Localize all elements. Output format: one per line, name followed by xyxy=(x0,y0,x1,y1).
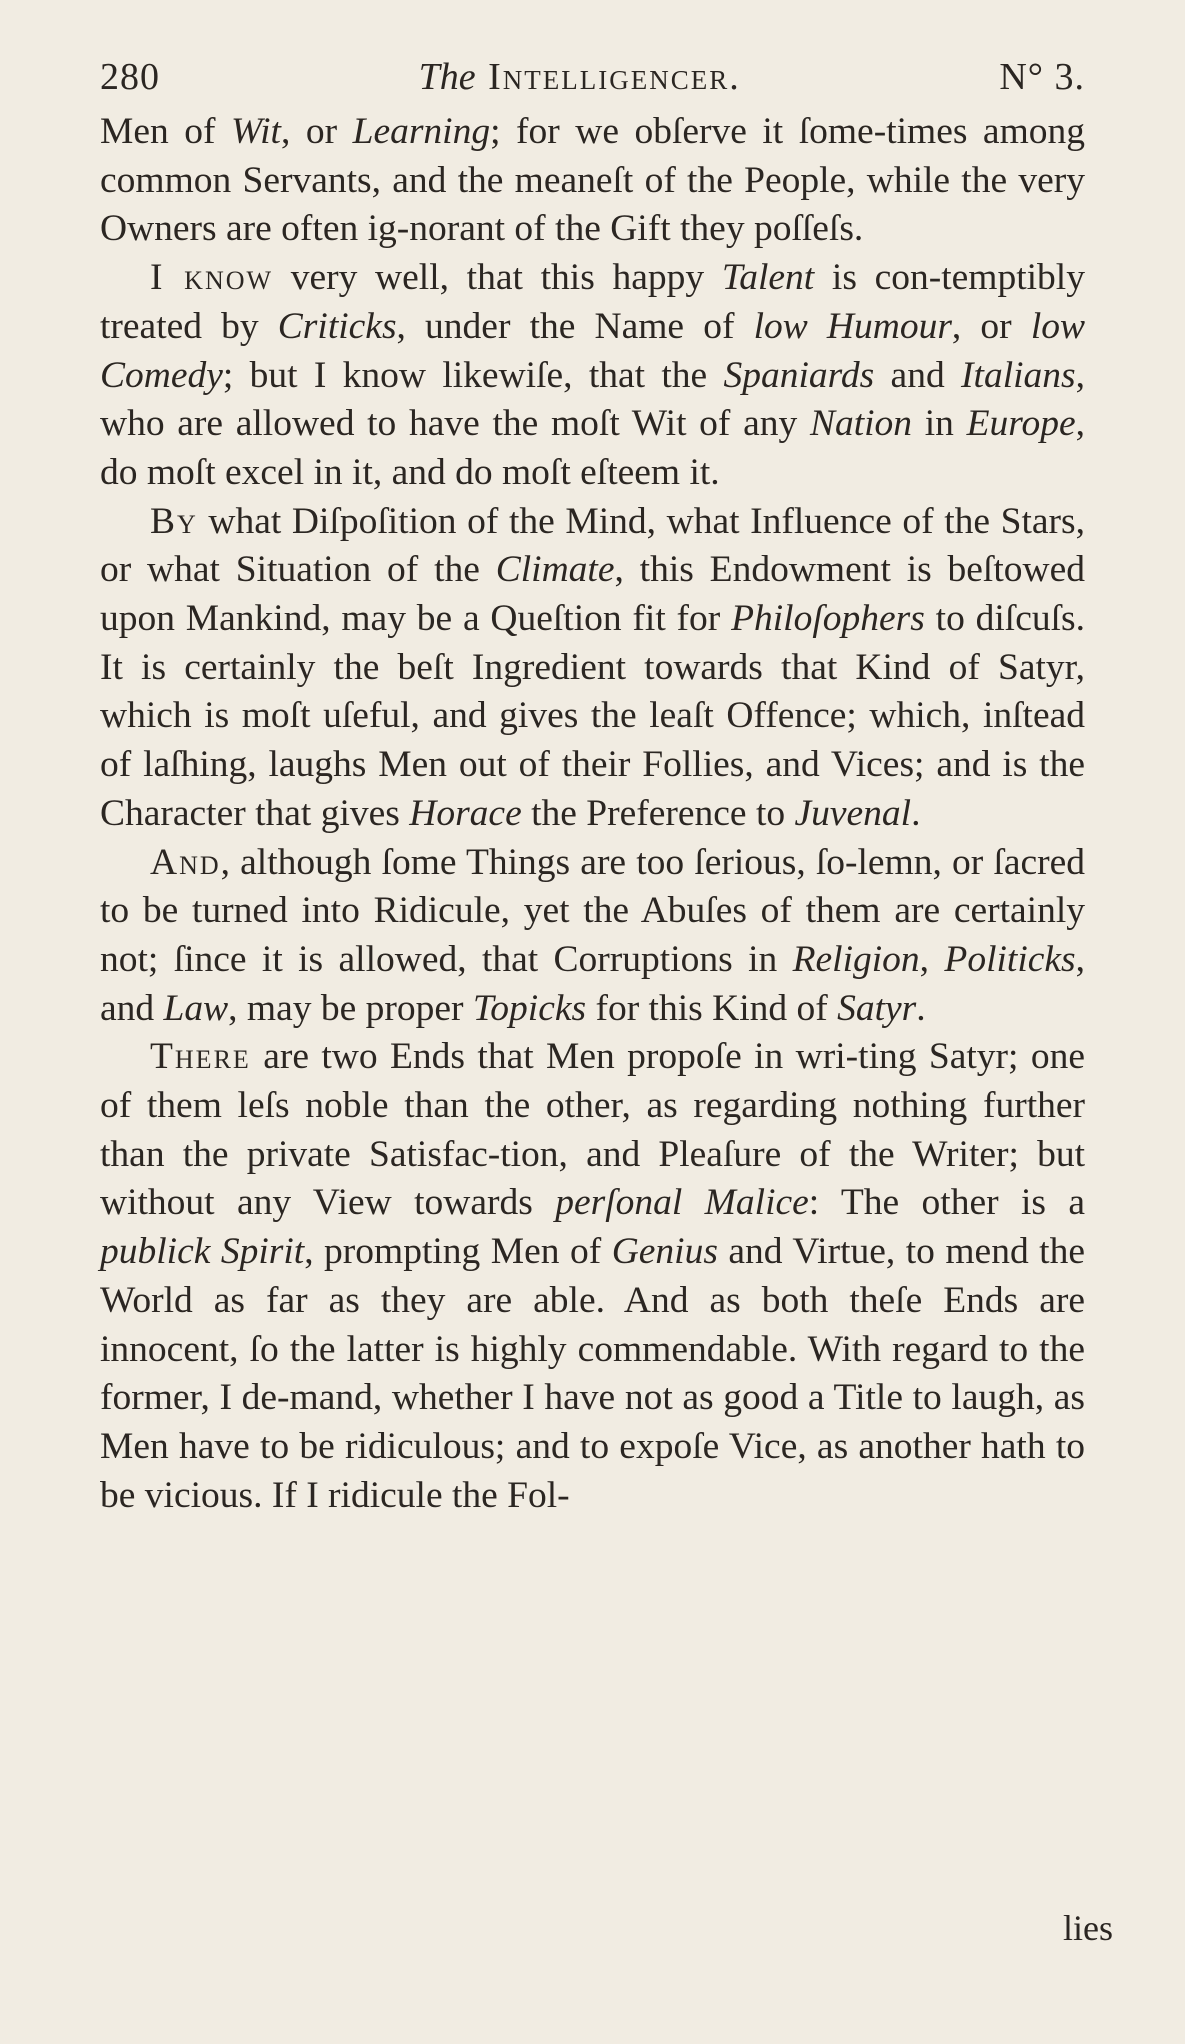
paragraph: And, although ſome Things are too ſerious, ſo-lemn, or ſacred to be turned into Ridicule, yet the Abuſes of them are certainly not; ſince it is allowed, that Corruptions in Religion, Politicks, and Law, may be proper Topicks for this Kind of Satyr. xyxy=(100,841,1086,1029)
running-header xyxy=(100,50,1085,108)
running-title-article: The xyxy=(418,56,476,98)
running-title-name: Intelligencer. xyxy=(488,56,741,98)
running-title xyxy=(419,50,741,104)
paragraph: There are two Ends that Men propoſe in wri-ting Satyr; one of them leſs noble than the other, as regarding nothing further than the private Satisfac-tion, and Pleaſure of the Writer; but without any View towards perſonal Malice: The other is a publick Spirit, prompting Men of Genius and Virtue, to mend the World as far as they are able. And as both theſe Ends are innocent, ſo the latter is highly commendable. With regard to the former, I de-mand, whether I have not as good a Title to laugh, as Men have to be ridiculous; and to expoſe Vice, as another hath to be vicious. If I ridicule the Fol- xyxy=(100,1036,1085,1516)
catchword: lies xyxy=(1063,1908,1113,1948)
issue-number: N° 3. xyxy=(999,56,1085,98)
paragraph: By what Diſpoſition of the Mind, what Influence of the Stars, or what Situation of the Climate, this Endowment is beſtowed upon Mankind, may be a Queſtion fit for Philoſophers to diſcuſs. It is certainly the beſt Ingredient towards that Kind of Satyr, which is moſt uſeful, and gives the leaſt Offence; which, inſtead of laſhing, laughs Men out of their Follies, and Vices; and is the Character that gives Horace the Preference to Juvenal. xyxy=(100,500,1085,834)
page-number: 280 xyxy=(100,56,160,98)
text-body xyxy=(100,108,1085,1520)
paragraph: Men of Wit, or Learning; for we obſerve it ſome-times among common Servants, and the meaneſt of the People, while the very Owners are often ig-norant of the Gift they poſſeſs. xyxy=(100,111,1085,250)
paragraph: I know very well, that this happy Talent is con-temptibly treated by Criticks, under the Name of low Humour, or low Comedy; but I know likewiſe, that the Spaniards and Italians, who are allowed to have the moſt Wit of any Nation in Europe, do moſt excel in it, and do moſt eſteem it. xyxy=(100,257,1086,493)
